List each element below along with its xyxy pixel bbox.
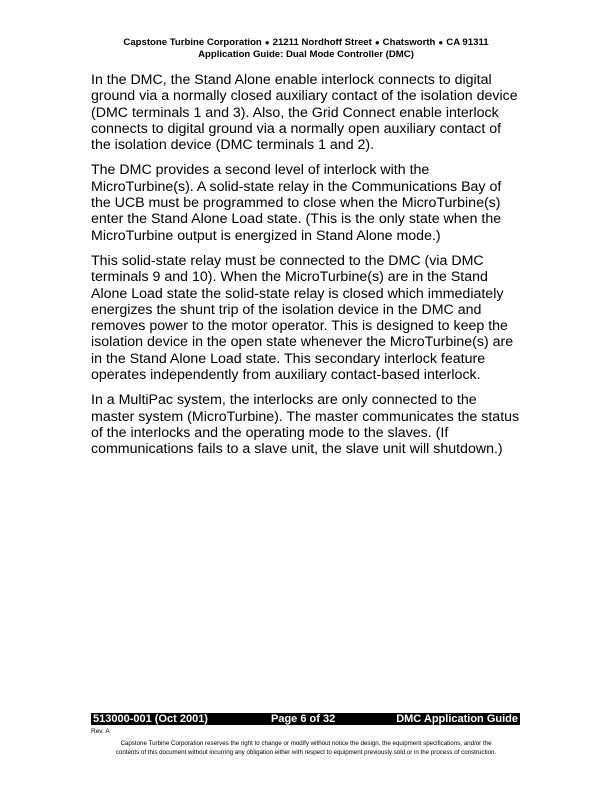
header-company: Capstone Turbine Corporation <box>123 37 262 48</box>
header-subtitle: Application Guide: Dual Mode Controller (DMC) <box>198 49 414 60</box>
header-state-zip: CA 91311 <box>446 37 489 48</box>
bullet-separator: ● <box>264 38 270 47</box>
body-content <box>91 72 521 467</box>
paragraph: The DMC provides a second level of interlock with the MicroTurbine(s). A solid-state relay in the Communications Bay of the UCB must be programmed to close when the MicroTurbine(s) enter the Stand Alone Load state. (This is the only state when the MicroTurbine output is energized in Stand Alone mode.) <box>91 162 502 244</box>
disclaimer-line: contents of this document without incurring any obligation either with respect to equipment previously sold or in the process of construction. <box>115 749 497 756</box>
bullet-separator: ● <box>374 38 380 47</box>
footer-disclaimer <box>86 739 526 757</box>
paragraph: This solid-state relay must be connected to the DMC (via DMC terminals 9 and 10). When the MicroTurbine(s) are in the Stand Alone Load state the solid-state relay is closed which immediately energizes the shunt trip of the isolation device in the DMC and removes power to the motor operator. This is designed to keep the isolation device in the open state whenever the MicroTurbine(s) are in the Stand Alone Load state. This secondary interlock feature operates independently from auxiliary contact-based interlock. <box>91 252 514 384</box>
header-city: Chatsworth <box>382 37 436 48</box>
footer-revision: Rev. A <box>91 728 110 735</box>
bullet-separator: ● <box>438 38 444 47</box>
disclaimer-line: Capstone Turbine Corporation reserves the right to change or modify without notice the design, the equipment specifications, and/or the <box>120 740 492 747</box>
paragraph: In a MultiPac system, the interlocks are only connected to the master system (MicroTurbine). The master communicates the status of the interlocks and the operating mode to the slaves. (If communications fails to a slave unit, the slave unit will shutdown.) <box>91 392 520 458</box>
footer-guide-title: DMC Application Guide <box>396 713 518 725</box>
footer-bar <box>91 713 520 725</box>
header-street: 21211 Nordhoff Street <box>272 37 372 48</box>
footer-page-number: Page 6 of 32 <box>271 713 336 725</box>
paragraph: In the DMC, the Stand Alone enable interlock connects to digital ground via a normally closed auxiliary contact of the isolation device (DMC terminals 1 and 3). Also, the Grid Connect enable interlock connects to digital ground via a normally open auxiliary contact of the isolation device (DMC terminals 1 and 2). <box>91 72 518 154</box>
page-header <box>0 37 612 61</box>
footer-doc-number: 513000-001 (Oct 2001) <box>93 713 208 725</box>
